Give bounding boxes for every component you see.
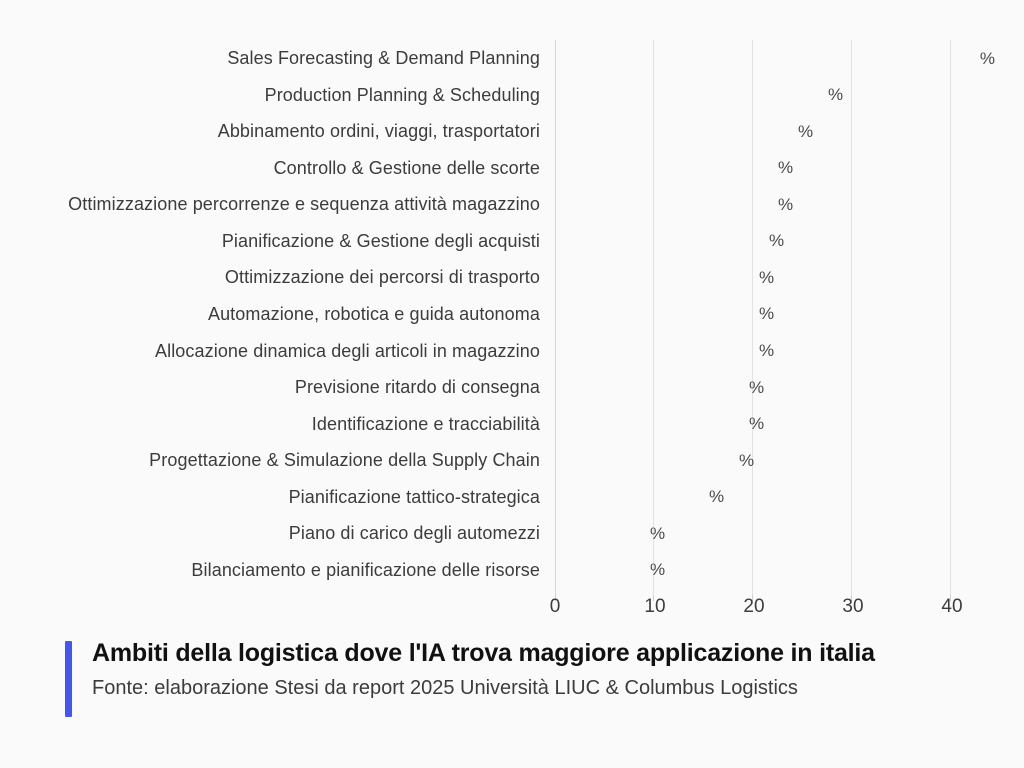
category-label: Previsione ritardo di consegna <box>294 377 540 398</box>
category-label: Pianificazione & Gestione degli acquisti <box>221 230 540 251</box>
bar[interactable] <box>555 156 772 180</box>
bar-value-label: % <box>979 48 995 68</box>
category-row <box>0 223 543 260</box>
bar-value-label: % <box>749 377 765 397</box>
category-row <box>0 405 543 442</box>
bar-row[interactable] <box>555 551 995 588</box>
bar-value-label: % <box>769 231 785 251</box>
bar-value-label: % <box>778 158 794 178</box>
bar-row[interactable] <box>555 332 995 369</box>
x-tick-label: 0 <box>549 596 561 617</box>
category-row <box>0 186 543 223</box>
category-row <box>0 332 543 369</box>
bar[interactable] <box>555 265 753 289</box>
bar[interactable] <box>555 412 743 436</box>
bar-row[interactable] <box>555 40 995 77</box>
chart-title: Ambiti della logistica dove l'IA trova maggiore applicazione in italia <box>92 639 875 667</box>
category-label: Progettazione & Simulazione della Supply Chain <box>149 450 540 471</box>
bar-value-label: % <box>739 450 755 470</box>
category-row <box>0 369 543 406</box>
category-axis-labels <box>0 40 543 588</box>
bar[interactable] <box>555 558 644 582</box>
category-label: Abbinamento ordini, viaggi, trasportatori <box>217 121 540 142</box>
bar-row[interactable] <box>555 77 995 114</box>
category-row <box>0 515 543 552</box>
x-tick-label: 20 <box>743 596 765 617</box>
bar[interactable] <box>555 339 753 363</box>
bar[interactable] <box>555 229 763 253</box>
bar-row[interactable] <box>555 296 995 333</box>
bar-value-label: % <box>709 487 725 507</box>
bar[interactable] <box>555 46 974 70</box>
bar-value-label: % <box>650 560 666 580</box>
x-tick-label: 30 <box>842 596 864 617</box>
category-row <box>0 296 543 333</box>
category-row <box>0 77 543 114</box>
bar-value-label: % <box>759 341 775 361</box>
category-label: Piano di carico degli automezzi <box>288 523 540 544</box>
bar[interactable] <box>555 119 792 143</box>
category-label: Allocazione dinamica degli articoli in magazzino <box>155 340 540 361</box>
category-row <box>0 150 543 187</box>
bar-row[interactable] <box>555 515 995 552</box>
bar-value-label: % <box>759 267 775 287</box>
category-row <box>0 478 543 515</box>
bar-value-label: % <box>749 414 765 434</box>
bar-row[interactable] <box>555 113 995 150</box>
bar[interactable] <box>555 302 753 326</box>
chart-source: Fonte: elaborazione Stesi da report 2025 Università LIUC & Columbus Logistics <box>92 677 798 700</box>
bar[interactable] <box>555 485 703 509</box>
bars-region <box>555 40 995 588</box>
category-label: Ottimizzazione dei percorsi di trasporto <box>224 267 540 288</box>
bar-row[interactable] <box>555 478 995 515</box>
category-label: Sales Forecasting & Demand Planning <box>227 48 540 69</box>
bar-value-label: % <box>828 85 844 105</box>
category-label: Automazione, robotica e guida autonoma <box>207 303 540 324</box>
bar-value-label: % <box>798 121 814 141</box>
category-label: Identificazione e tracciabilità <box>311 413 540 434</box>
bar-row[interactable] <box>555 405 995 442</box>
bar-row[interactable] <box>555 223 995 260</box>
bar[interactable] <box>555 192 772 216</box>
category-label: Bilanciamento e pianificazione delle risorse <box>191 559 540 580</box>
accent-bar <box>65 641 72 717</box>
x-tick-label: 40 <box>941 596 963 617</box>
bar-row[interactable] <box>555 442 995 479</box>
bar[interactable] <box>555 448 733 472</box>
caption-block <box>0 638 1024 738</box>
category-row <box>0 40 543 77</box>
category-row <box>0 442 543 479</box>
bar-value-label: % <box>778 194 794 214</box>
category-label: Pianificazione tattico-strategica <box>288 486 540 507</box>
category-row <box>0 113 543 150</box>
category-label: Controllo & Gestione delle scorte <box>273 157 540 178</box>
bar-row[interactable] <box>555 186 995 223</box>
category-row <box>0 551 543 588</box>
category-label: Production Planning & Scheduling <box>264 84 540 105</box>
bar-row[interactable] <box>555 150 995 187</box>
bar[interactable] <box>555 375 743 399</box>
bar[interactable] <box>555 83 822 107</box>
bar-value-label: % <box>759 304 775 324</box>
bar-row[interactable] <box>555 259 995 296</box>
category-label: Ottimizzazione percorrenze e sequenza attività magazzino <box>68 194 540 215</box>
caption-text <box>92 638 875 703</box>
category-row <box>0 259 543 296</box>
bar-value-label: % <box>650 523 666 543</box>
x-tick-label: 10 <box>644 596 666 617</box>
bar[interactable] <box>555 521 644 545</box>
bar-row[interactable] <box>555 369 995 406</box>
